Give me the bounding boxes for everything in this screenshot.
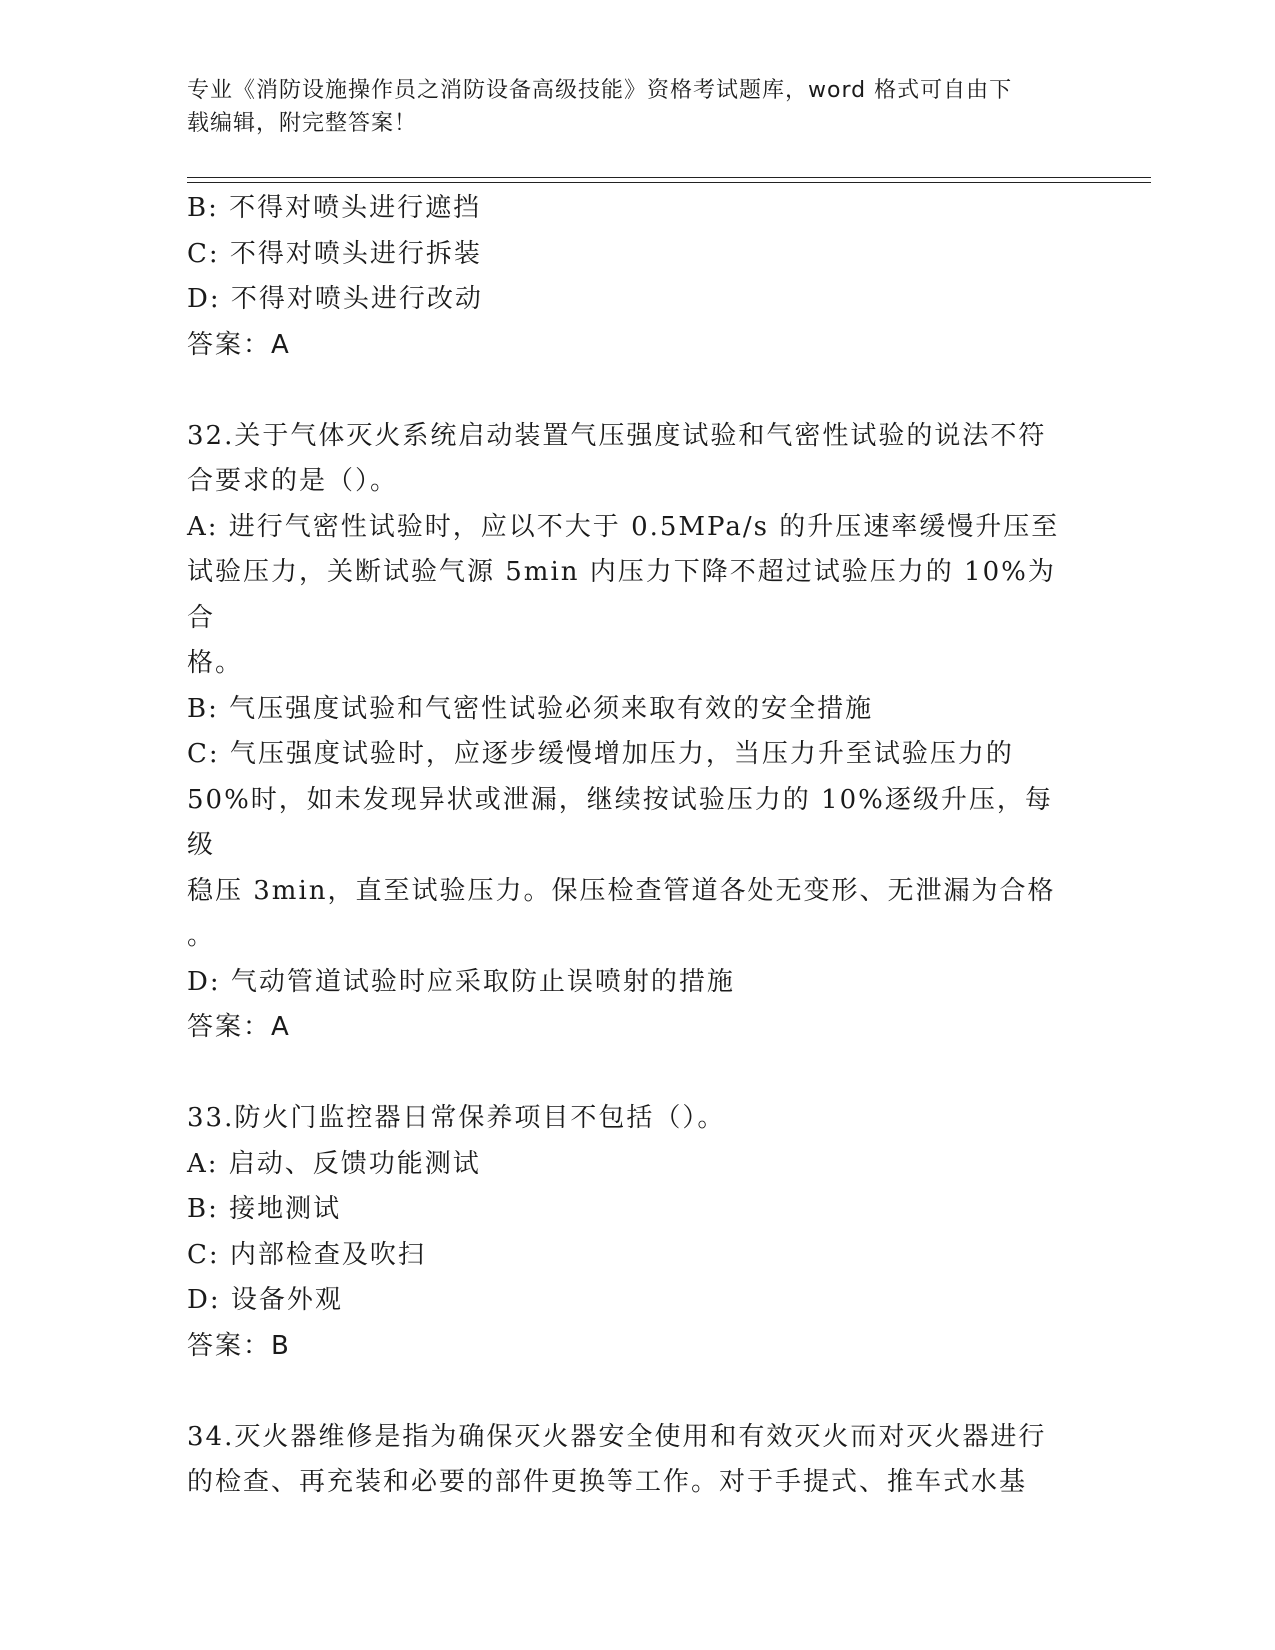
option-b: B: 气压强度试验和气密性试验必须来取有效的安全措施 [187,693,874,724]
option-a-cont: 格。 [187,648,244,678]
page-header [187,74,1067,140]
question-stem-cont: 合要求的是（）。 [187,466,399,496]
spacer [187,1051,1067,1097]
header-line-2: 载编辑，附完整答案！ [187,111,418,136]
answer: 答案：A [187,329,291,360]
header-divider-bottom [187,182,1151,183]
option-a: A: 进行气密性试验时，应以不大于 0.5MPa/s 的升压速率缓慢升压至 [187,511,1060,542]
question-32 [187,414,1067,1051]
option-c: C: 内部检查及吹扫 [187,1239,426,1270]
question-34 [187,1415,1067,1506]
option-c-cont: 50%时，如未发现异状或泄漏，继续按试验压力的 10%逐级升压，每级 [187,784,1053,860]
question-stem: 32.关于气体灭火系统启动装置气压强度试验和气密性试验的说法不符 [187,420,1047,451]
option-d: D: 不得对喷头进行改动 [187,284,483,314]
question-stem: 34.灭火器维修是指为确保灭火器安全使用和有效灭火而对灭火器进行 [187,1421,1047,1452]
answer: 答案：A [187,1012,291,1042]
question-stem-cont: 的检查、再充装和必要的部件更换等工作。对于手提式、推车式水基 [187,1467,1028,1497]
option-b: B: 不得对喷头进行遮挡 [187,193,482,223]
spacer [187,368,1067,414]
question-stem: 33.防火门监控器日常保养项目不包括（）。 [187,1103,726,1133]
question-list [187,186,1067,1506]
question-31-tail [187,186,1067,368]
header-line-1: 专业《消防设施操作员之消防设备高级技能》资格考试题库，word 格式可自由下 [187,78,1013,103]
option-a: A: 启动、反馈功能测试 [187,1148,481,1179]
option-c: C: 气压强度试验时，应逐步缓慢增加压力，当压力升至试验压力的 [187,739,1014,769]
option-c: C: 不得对喷头进行拆装 [187,238,482,269]
option-c-cont: 。 [187,921,216,951]
spacer [187,1369,1067,1415]
question-33 [187,1096,1067,1369]
option-b: B: 接地测试 [187,1194,342,1224]
option-c-cont: 稳压 3min，直至试验压力。保压检查管道各处无变形、无泄漏为合格 [187,875,1056,906]
option-a-cont: 试验压力，关断试验气源 5min 内压力下降不超过试验压力的 10%为合 [187,557,1056,633]
option-d: D: 设备外观 [187,1285,343,1315]
header-divider-top [187,177,1151,178]
answer: 答案：B [187,1330,291,1361]
option-d: D: 气动管道试验时应采取防止误喷射的措施 [187,966,735,997]
